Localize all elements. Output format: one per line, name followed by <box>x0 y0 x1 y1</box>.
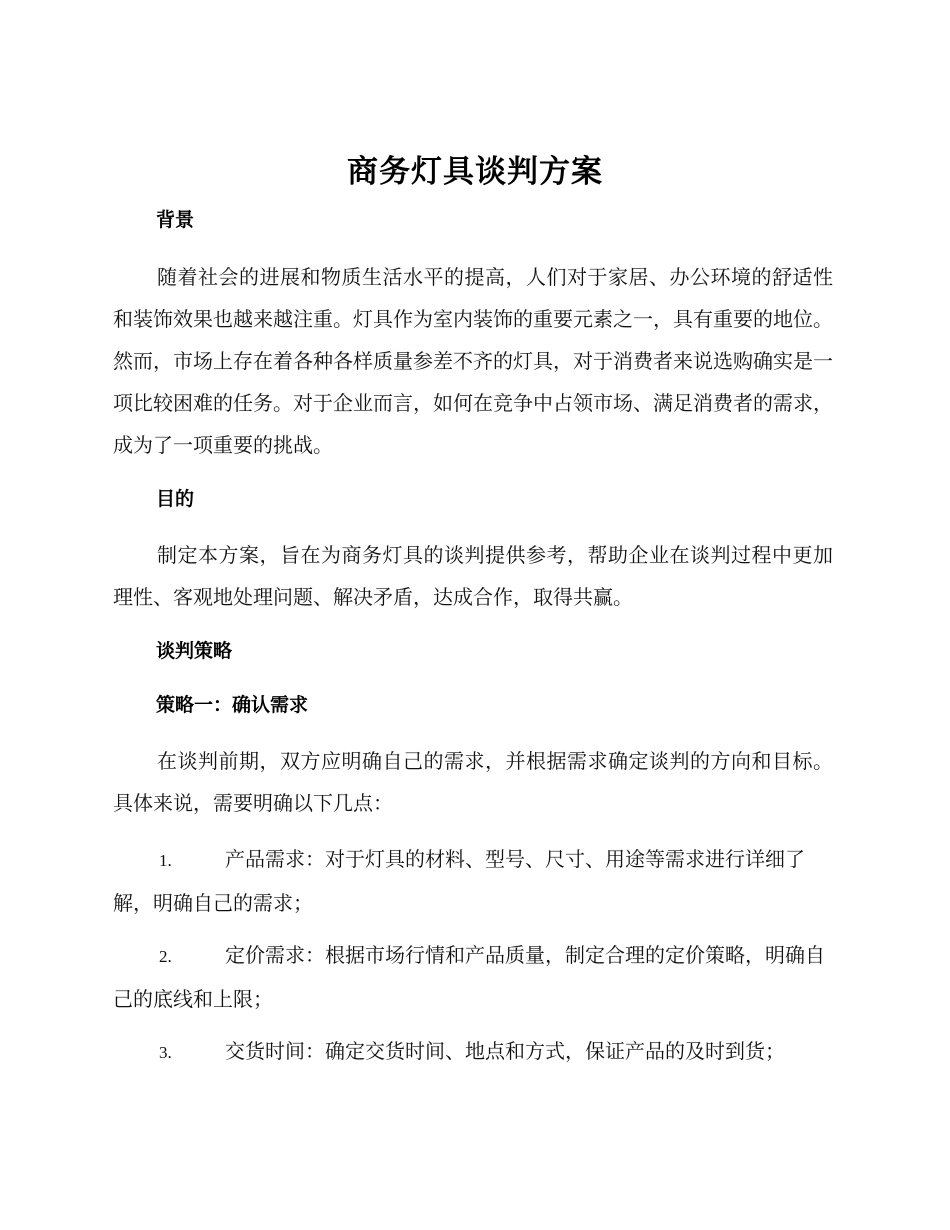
list-number: 3. <box>159 1043 172 1062</box>
list-item <box>113 934 833 1020</box>
list-item <box>113 1030 833 1074</box>
strategy-heading: 谈判策略 <box>156 640 233 662</box>
list-text: 定价需求：根据市场行情和产品质量，制定合理的定价策略，明确自己的底线和上限； <box>113 943 825 1011</box>
background-heading: 背景 <box>156 209 195 231</box>
list-number: 1. <box>159 851 172 870</box>
list-item <box>113 838 833 924</box>
strategy1-paragraph: 在谈判前期，双方应明确自己的需求，并根据需求确定谈判的方向和目标。具体来说，需要明确以下几点： <box>113 749 833 815</box>
strategy1-heading: 策略一：确认需求 <box>156 694 309 716</box>
document-title: 商务灯具谈判方案 <box>347 154 603 190</box>
list-number: 2. <box>159 947 172 966</box>
purpose-heading: 目的 <box>156 488 195 510</box>
list-text: 产品需求：对于灯具的材料、型号、尺寸、用途等需求进行详细了解，明确自己的需求； <box>113 847 805 915</box>
purpose-paragraph: 制定本方案，旨在为商务灯具的谈判提供参考，帮助企业在谈判过程中更加理性、客观地处理问题、解决矛盾，达成合作，取得共赢。 <box>113 543 833 609</box>
list-text: 交货时间：确定交货时间、地点和方式，保证产品的及时到货； <box>225 1039 785 1063</box>
background-paragraph: 随着社会的进展和物质生活水平的提高，人们对于家居、办公环境的舒适性和装饰效果也越来越注重。灯具作为室内装饰的重要元素之一，具有重要的地位。然而，市场上存在着各种各样质量参差不齐的灯具，对于消费者来说选购确实是一项比较困难的任务。对于企业而言，如何在竞争中占领市场、满足消费者的需求，成为了一项重要的挑战。 <box>113 265 833 457</box>
